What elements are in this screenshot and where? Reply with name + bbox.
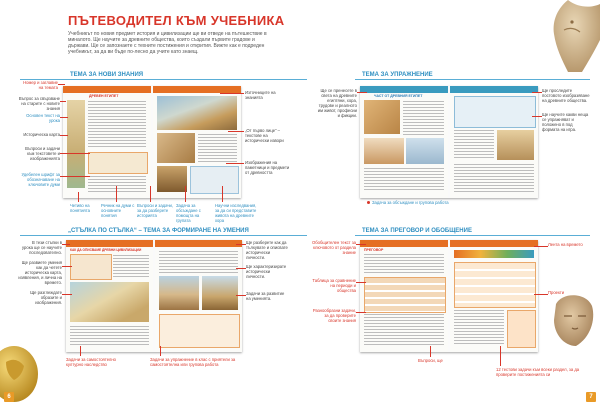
callout-skill-tasks: Задачи за развитие на уменията.: [246, 291, 285, 301]
callout-group-work: Задача за обсъждане и групова работа: [372, 200, 449, 205]
photo-statue: [157, 166, 187, 192]
callout-glossary: Речник на думи с основните понятия: [101, 203, 135, 218]
spread-heading: ПРЕГОВОР: [364, 248, 384, 252]
section-heading-practice: ТЕМА ЗА УПРАЖНЕНИЕ: [362, 72, 433, 78]
callout-questions-review: Въпроси, ще: [418, 358, 443, 363]
left-page: [360, 86, 448, 198]
callout-egypt-life: Ще се пренесете в света на древните египтяни, хора, трудове и реалното им живот, професии и фикции.: [317, 88, 357, 118]
callout-projects: Проекти: [548, 290, 565, 295]
callout-group-task: Задача за обсъждане с помощта на групата: [176, 203, 201, 223]
compare-table: [364, 277, 446, 313]
callout-sources: Източниците на знанията: [245, 90, 276, 100]
callout-map-skills: Ще развиете умения как да четете историческа карта, изявления, и лична на времето.: [18, 260, 62, 285]
photo-temple: [202, 276, 238, 310]
map-image: [70, 282, 149, 322]
callout-historical-map: Историческа карта: [23, 132, 60, 137]
spread-step-by-step: [66, 240, 242, 352]
ancient-head-icon: [546, 290, 600, 350]
task-box: [159, 314, 240, 348]
photo-relief: [157, 133, 195, 163]
callout-steps: В тези стъпки в урока ще се научите последователно.: [21, 240, 62, 255]
callout-main-text: Основен текст на урока: [26, 113, 60, 123]
callout-class-tasks: Задачи за упражнение в клас с приятели за самостоятелна или групова работа: [150, 357, 236, 367]
left-page: [360, 240, 448, 352]
right-page: [450, 240, 538, 352]
photo-figures: [364, 138, 404, 164]
spread-heading: КАК ДА ОПИСВАМЕ ДРЕВНИ ЦИВИЛИЗАЦИИ: [70, 248, 142, 252]
right-page: [450, 86, 538, 198]
section-rule: [20, 79, 307, 80]
callout-reading: Четиво на понятията: [70, 203, 90, 213]
project-box: [507, 310, 536, 348]
callout-compare-table: Таблица за сравнение на периоди и общества: [312, 278, 356, 293]
review-table: [454, 262, 536, 308]
callout-summary-text: Обобщителен текст за ключовото от раздела знание: [312, 240, 356, 255]
spread-heading: ЧАСТ ОТ ДРЕВНИЯ ЕГИПЕТ: [374, 94, 423, 98]
right-page: [155, 240, 242, 352]
callout-monument-images: Изображения на паметници и предмети от древността: [245, 160, 290, 175]
step-box: [70, 254, 112, 280]
callout-timeline: Лента на времето: [548, 242, 583, 247]
callout-bold-keywords: Удебелен шрифт за обозначаване на ключовите думи: [21, 172, 60, 187]
section-heading-step-by-step: „СТЪЛКА ПО СТЪЛКА“ – ТЕМА ЗА ФОРМИРАНЕ НА УМЕНИЯ: [68, 228, 249, 234]
callout-tests: 12 тестови задачи към всеки раздел, за да проверите постиженията си: [496, 367, 580, 377]
callout-lesson-number: Номер и заглавие на темата: [23, 80, 58, 90]
callout-heritage-tasks: Задачи за самостоятелно културно наследство: [66, 357, 116, 367]
page-title: ПЪТЕВОДИТЕЛ КЪМ УЧЕБНИКА: [68, 13, 285, 28]
photo-fresco: [364, 100, 400, 134]
section-heading-review: ТЕМА ЗА ПРЕГОВОР И ОБОБЩЕНИЕ: [362, 228, 472, 234]
callout-game-practice: Ще научите какви неща се упражняват и положено в под формата на игра.: [542, 112, 589, 132]
callout-images: Ще разглеждате образите и изображения.: [30, 290, 62, 305]
callout-link-question: Въпрос за свързване на старите с новите знания: [18, 96, 60, 111]
section-heading-new-knowledge: ТЕМА ЗА НОВИ ЗНАНИЯ: [70, 72, 144, 78]
text-box: [88, 152, 148, 174]
callout-questions: Въпроси и задачи, за да разберете историята: [137, 203, 174, 218]
section-rule: [355, 235, 590, 236]
page-number-left: 6: [4, 392, 14, 402]
callout-characterize: Ще характеризирате исторически личности.: [246, 264, 287, 279]
callout-image-practice: Ще проследите постовото изобразяване на древните общества.: [542, 88, 590, 103]
section-rule: [20, 235, 307, 236]
photo-ruins: [159, 276, 199, 310]
photo-craft: [406, 138, 444, 164]
left-page: [66, 240, 153, 352]
callout-questions-tasks: Въпроси и задачи към текстовете и изображенията: [25, 146, 60, 161]
callout-interpret: Ще разберете как да тълкувате и описвате исторически личности.: [246, 240, 288, 260]
page-number-right: 7: [586, 392, 596, 402]
spread-review: [360, 240, 538, 352]
photo-pyramids: [157, 96, 237, 130]
source-box: [190, 166, 239, 194]
right-page: [153, 86, 241, 198]
clay-figurine-icon: [548, 0, 600, 72]
map-image: [67, 100, 85, 188]
photo-hieroglyph: [497, 130, 534, 160]
task-box: [454, 96, 536, 128]
intro-text: Учебникът по новия предмет история и цивилизации ще ви отведе на пътешествие в миналото. Ще научите за древните общества, които създали първите градове и държави. Ще се запознаете с техните постижения и открития. Вижте как е подреден учебникът, за да ви бъде по-лесно да учите като знаещ.: [68, 31, 267, 55]
spread-new-knowledge: [63, 86, 241, 198]
spread-practice: [360, 86, 538, 198]
callout-research: Научни изследвания, за да си представите живота на древните хора: [215, 203, 257, 223]
left-page: [63, 86, 151, 198]
callout-first-person: „От първо лице“ – текстове на исторически извори: [245, 128, 284, 143]
spread-heading: ДРЕВЕН ЕГИПЕТ: [89, 94, 119, 98]
callout-various-tasks: Разнообразни задачи, за да проверите своите знания: [312, 308, 356, 323]
timeline: [454, 250, 534, 258]
section-rule: [355, 79, 590, 80]
